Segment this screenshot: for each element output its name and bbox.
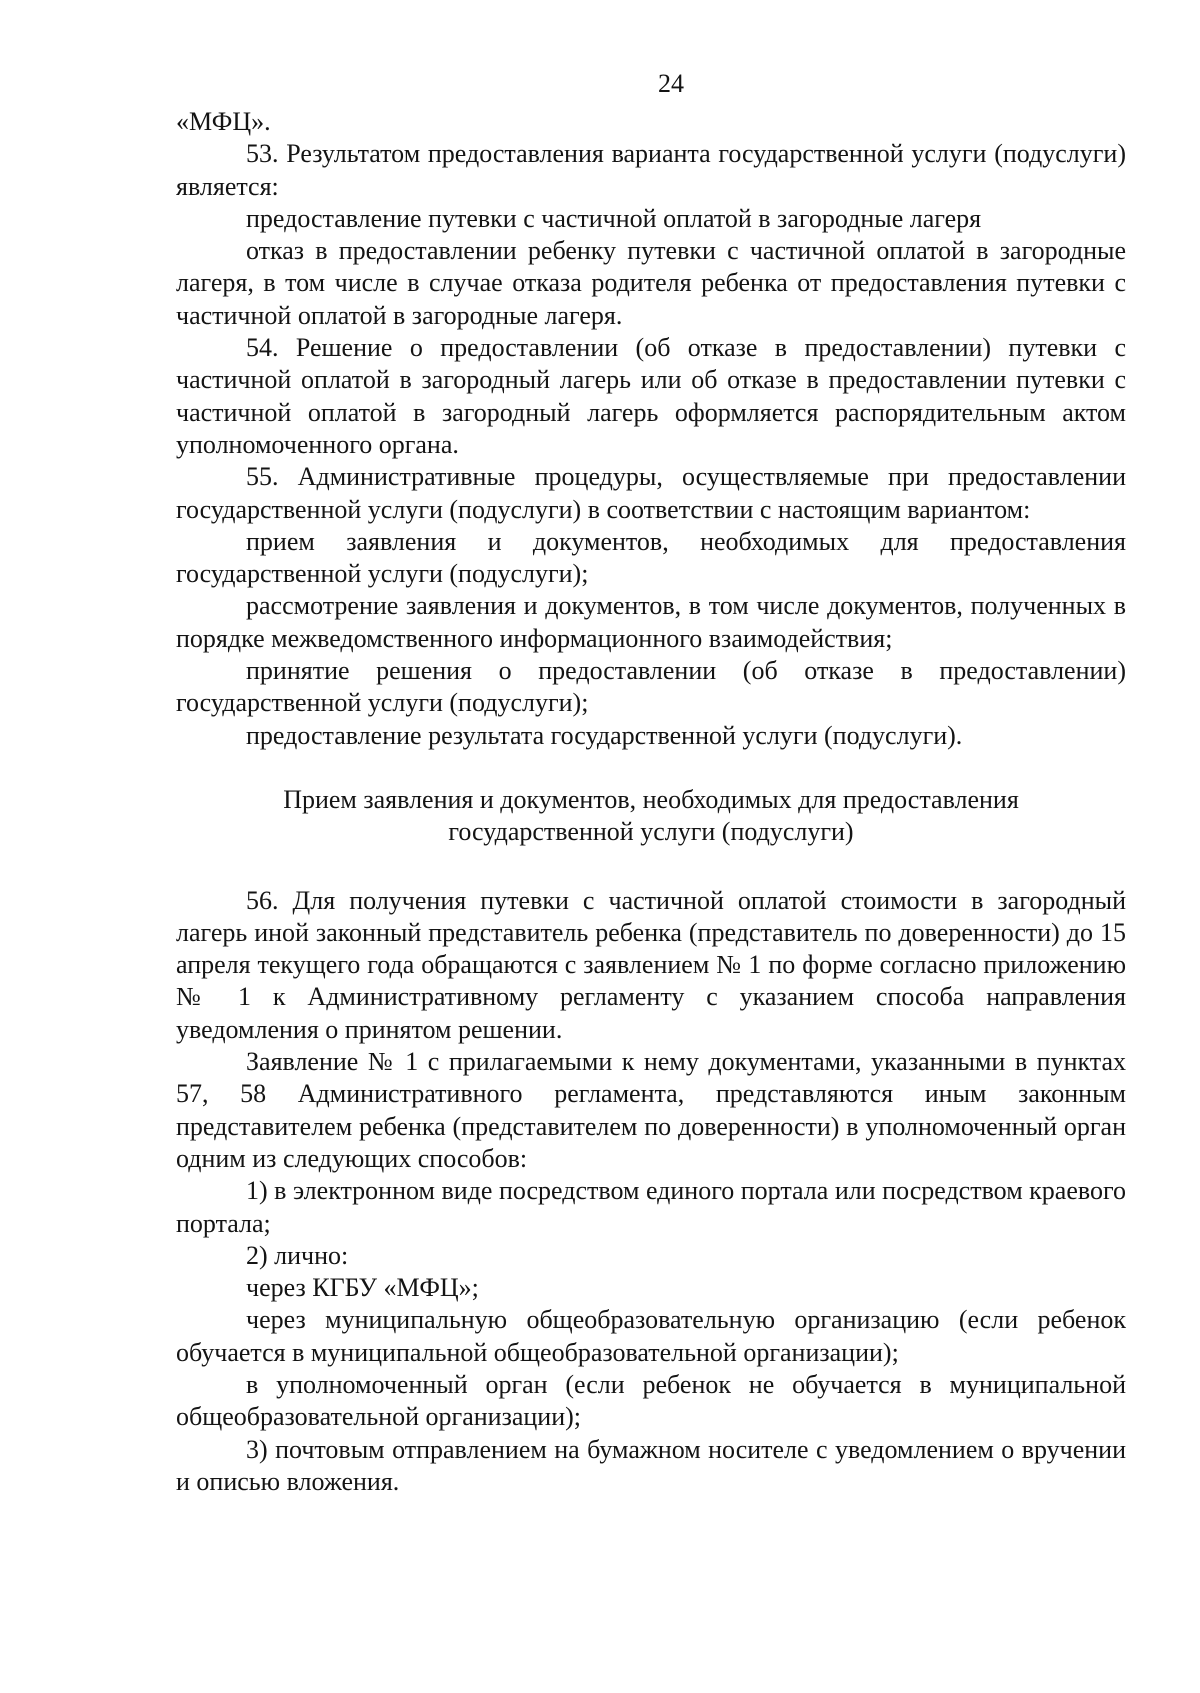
paragraph-56-method-1: 1) в электронном виде посредством единого портала или посредством краевого портала; — [176, 1176, 1126, 1238]
paragraph-56-method-2: 2) лично: — [246, 1240, 349, 1270]
paragraph-53: 53. Результатом предоставления варианта государственной услуги (подуслуги) является: — [176, 139, 1126, 201]
paragraph-55-item-4: предоставление результата государственной услуги (подуслуги). — [246, 720, 963, 750]
paragraph-55-item-1: прием заявления и документов, необходимых для предоставления государственной услуги (подуслуги); — [176, 526, 1126, 589]
paragraph-53-item-1: предоставление путевки с частичной оплатой в загородные лагеря — [246, 203, 982, 233]
page-number: 24 — [658, 69, 684, 98]
paragraph-mfc-tail: «МФЦ». — [176, 107, 271, 136]
paragraph-56-method-2a: через КГБУ «МФЦ»; — [246, 1273, 479, 1303]
paragraph-56-application: Заявление № 1 с прилагаемыми к нему документами, указанными в пунктах 57, 58 Административного регламента, представляются иным законным представителем ребенка (представителем по доверенности) в уполномоченный орган одним из следующих способов: — [176, 1047, 1126, 1173]
section-heading-line-1: Прием заявления и документов, необходимых для предоставления — [283, 784, 1019, 814]
paragraph-56-method-2b: через муниципальную общеобразовательную организацию (если ребенок обучается в муниципальной общеобразовательной организации); — [176, 1305, 1126, 1367]
paragraph-53-item-2: отказ в предоставлении ребенку путевки с частичной оплатой в загородные лагеря, в том числе в случае отказа родителя ребенка от предоставления путевки с частичной оплатой в загородные лагеря. — [176, 236, 1126, 330]
paragraph-54: 54. Решение о предоставлении (об отказе в предоставлении) путевки с частичной оплатой в загородный лагерь или об отказе в предоставлении путевки с частичной оплатой в загородный лагерь оформляется распорядительным актом уполномоченного органа. — [176, 333, 1126, 459]
body-section-2 — [176, 885, 1126, 1499]
paragraph-56-method-3: 3) почтовым отправлением на бумажном носителе с уведомлением о вручении и описью вложения. — [176, 1434, 1126, 1496]
section-heading — [176, 784, 1126, 849]
paragraph-55-item-2: рассмотрение заявления и документов, в том числе документов, полученных в порядке межведомственного информационного взаимодействия; — [176, 591, 1126, 653]
paragraph-56: 56. Для получения путевки с частичной оплатой стоимости в загородный лагерь иной законный представитель ребенка (представитель по доверенности) до 15 апреля текущего года обращаются с заявлением № 1 по форме согласно приложению № 1 к Административному регламенту с указанием способа направления уведомления о принятом решении. — [176, 885, 1126, 1044]
paragraph-55-item-3: принятие решения о предоставлении (об отказе в предоставлении) государственной услуги (подуслуги); — [176, 656, 1126, 718]
body-section-1 — [176, 106, 1126, 752]
paragraph-56-method-2c: в уполномоченный орган (если ребенок не обучается в муниципальной общеобразовательной организации); — [176, 1369, 1126, 1432]
paragraph-55: 55. Административные процедуры, осуществляемые при предоставлении государственной услуги (подуслуги) в соответствии с настоящим вариантом: — [176, 462, 1126, 524]
section-heading-line-2: государственной услуги (подуслуги) — [448, 817, 854, 847]
